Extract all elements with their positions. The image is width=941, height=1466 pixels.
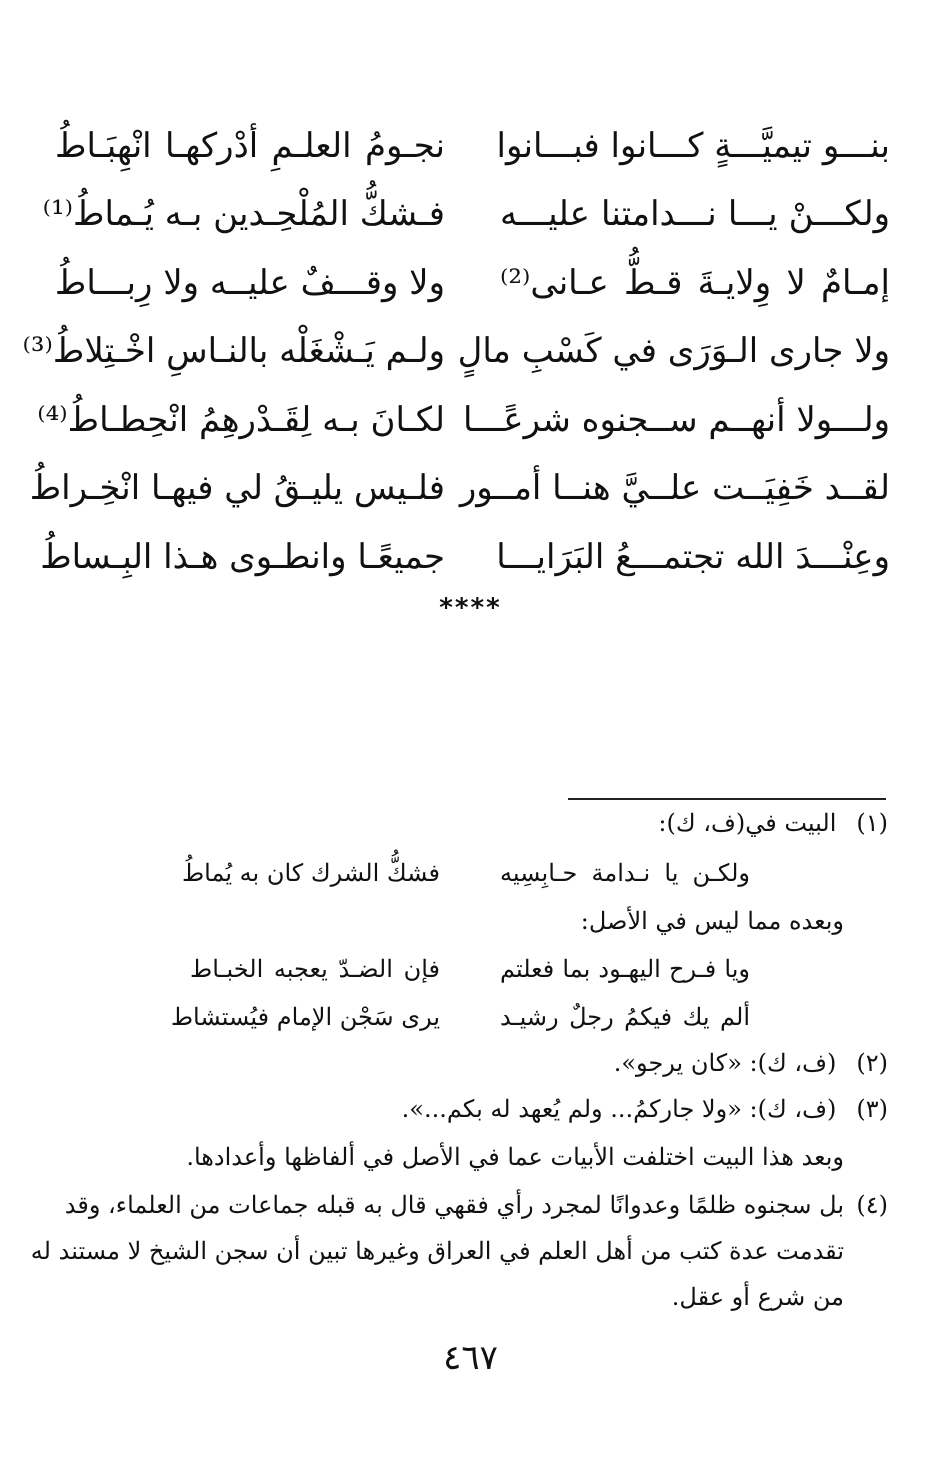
hemistich-second: ولا وقـــفٌ عليــه ولا رِبـــاطُ xyxy=(54,262,445,303)
hemistich-second: فـشكُّ المُلْحِـدين بـه يُـماطُ⁽¹⁾ xyxy=(42,194,445,235)
footnote-number: (٣) xyxy=(856,1095,888,1123)
hemistich-second: فلـيس يليـقُ لي فيهـا انْخِـراطُ xyxy=(29,468,445,509)
verse xyxy=(55,249,890,318)
page-number: ٤٦٧ xyxy=(443,1338,498,1378)
hemistich-first: إمـامٌ لا وِلايـةَ قـطُّ عـانى⁽²⁾ xyxy=(500,262,890,303)
hemistich-first: ولـــولا أنهــم ســجنوه شرعًـــا xyxy=(463,399,890,440)
footnote-number: (٤) xyxy=(856,1191,888,1219)
footnote-text: تقدمت عدة كتب من أهل العلم في العراق وغيرها تبين أن سجن الشيخ لا مستند له xyxy=(30,1237,844,1265)
footnote-rule xyxy=(568,798,886,800)
footnote-verse-first: ولكـن يا نـدامة حـابِسِيه xyxy=(500,859,750,887)
footnote-text: من شرع أو عقل. xyxy=(671,1283,844,1311)
hemistich-first: بنـــو تيميَّـــةٍ كـــانوا فبـــانوا xyxy=(496,125,890,166)
footnote-verse-second: يرى سَجْن الإمام فيُستشاط xyxy=(170,1003,440,1031)
footnote-text: البيت في(ف، ك): xyxy=(658,809,837,837)
hemistich-second: جميعًـا وانطـوى هـذا البِـساطُ xyxy=(40,536,445,577)
footnote-1-heading xyxy=(658,808,888,839)
footnote-verse-second: فإن الضـدّ يعجبه الخبـاط xyxy=(190,955,440,983)
hemistich-first: لقــد خَفِيَــت علــيَّ هنــا أمــور xyxy=(459,468,890,509)
hemistich-first: ولا جارى الـوَرَى في كَسْبِ مالٍ xyxy=(457,331,890,372)
verse xyxy=(37,386,890,455)
footnote-verse-first: ألم يك فيكمُ رجلٌ رشيـد xyxy=(500,1003,750,1031)
footnote-verse-first: ويا فـرح اليهـود بما فعلتم xyxy=(500,955,750,983)
hemistich-first: وعِنْـــدَ الله تجتمـــعُ البَرَايـــا xyxy=(496,536,890,577)
footnote-2 xyxy=(614,1048,888,1079)
verse xyxy=(40,523,890,592)
footnote-text: (ف، ك): «ولا جاركمُ... ولم يُعهد له بكم...». xyxy=(401,1095,837,1123)
footnote-text: وبعده مما ليس في الأصل: xyxy=(580,907,844,935)
hemistich-second: ولـم يَـشْغَلْه بالنـاسِ اخْـتِلاطُ⁽³⁾ xyxy=(22,331,445,372)
footnote-text: (ف، ك): «كان يرجو». xyxy=(613,1049,837,1077)
poem xyxy=(22,112,890,592)
footnote-text: بل سجنوه ظلمًا وعدوانًا لمجرد رأي فقهي قال به قبله جماعات من العلماء، وقد xyxy=(64,1191,844,1219)
footnote-verse-second: فشكُّ الشرك كان به يُماطُ xyxy=(181,859,440,887)
footnote-3 xyxy=(402,1094,888,1125)
hemistich-second: نجـومُ العلـمِ أدْركهـا انْهِبَـاطُ xyxy=(55,125,445,166)
verse xyxy=(29,455,890,524)
hemistich-first: ولكـــنْ يـــا نـــدامتنا عليـــه xyxy=(500,194,890,235)
verse xyxy=(22,318,890,387)
section-separator: **** xyxy=(439,593,502,623)
footnote-text: وبعد هذا البيت اختلفت الأبيات عما في الأصل في ألفاظها وأعدادها. xyxy=(186,1143,844,1171)
hemistich-second: لكـانَ بـه لِقَـدْرهِمُ انْحِطـاطُ⁽⁴⁾ xyxy=(37,399,445,440)
verse xyxy=(42,181,890,250)
footnote-number: (١) xyxy=(856,809,888,837)
footnote-number: (٢) xyxy=(856,1049,888,1077)
verse xyxy=(55,112,890,181)
